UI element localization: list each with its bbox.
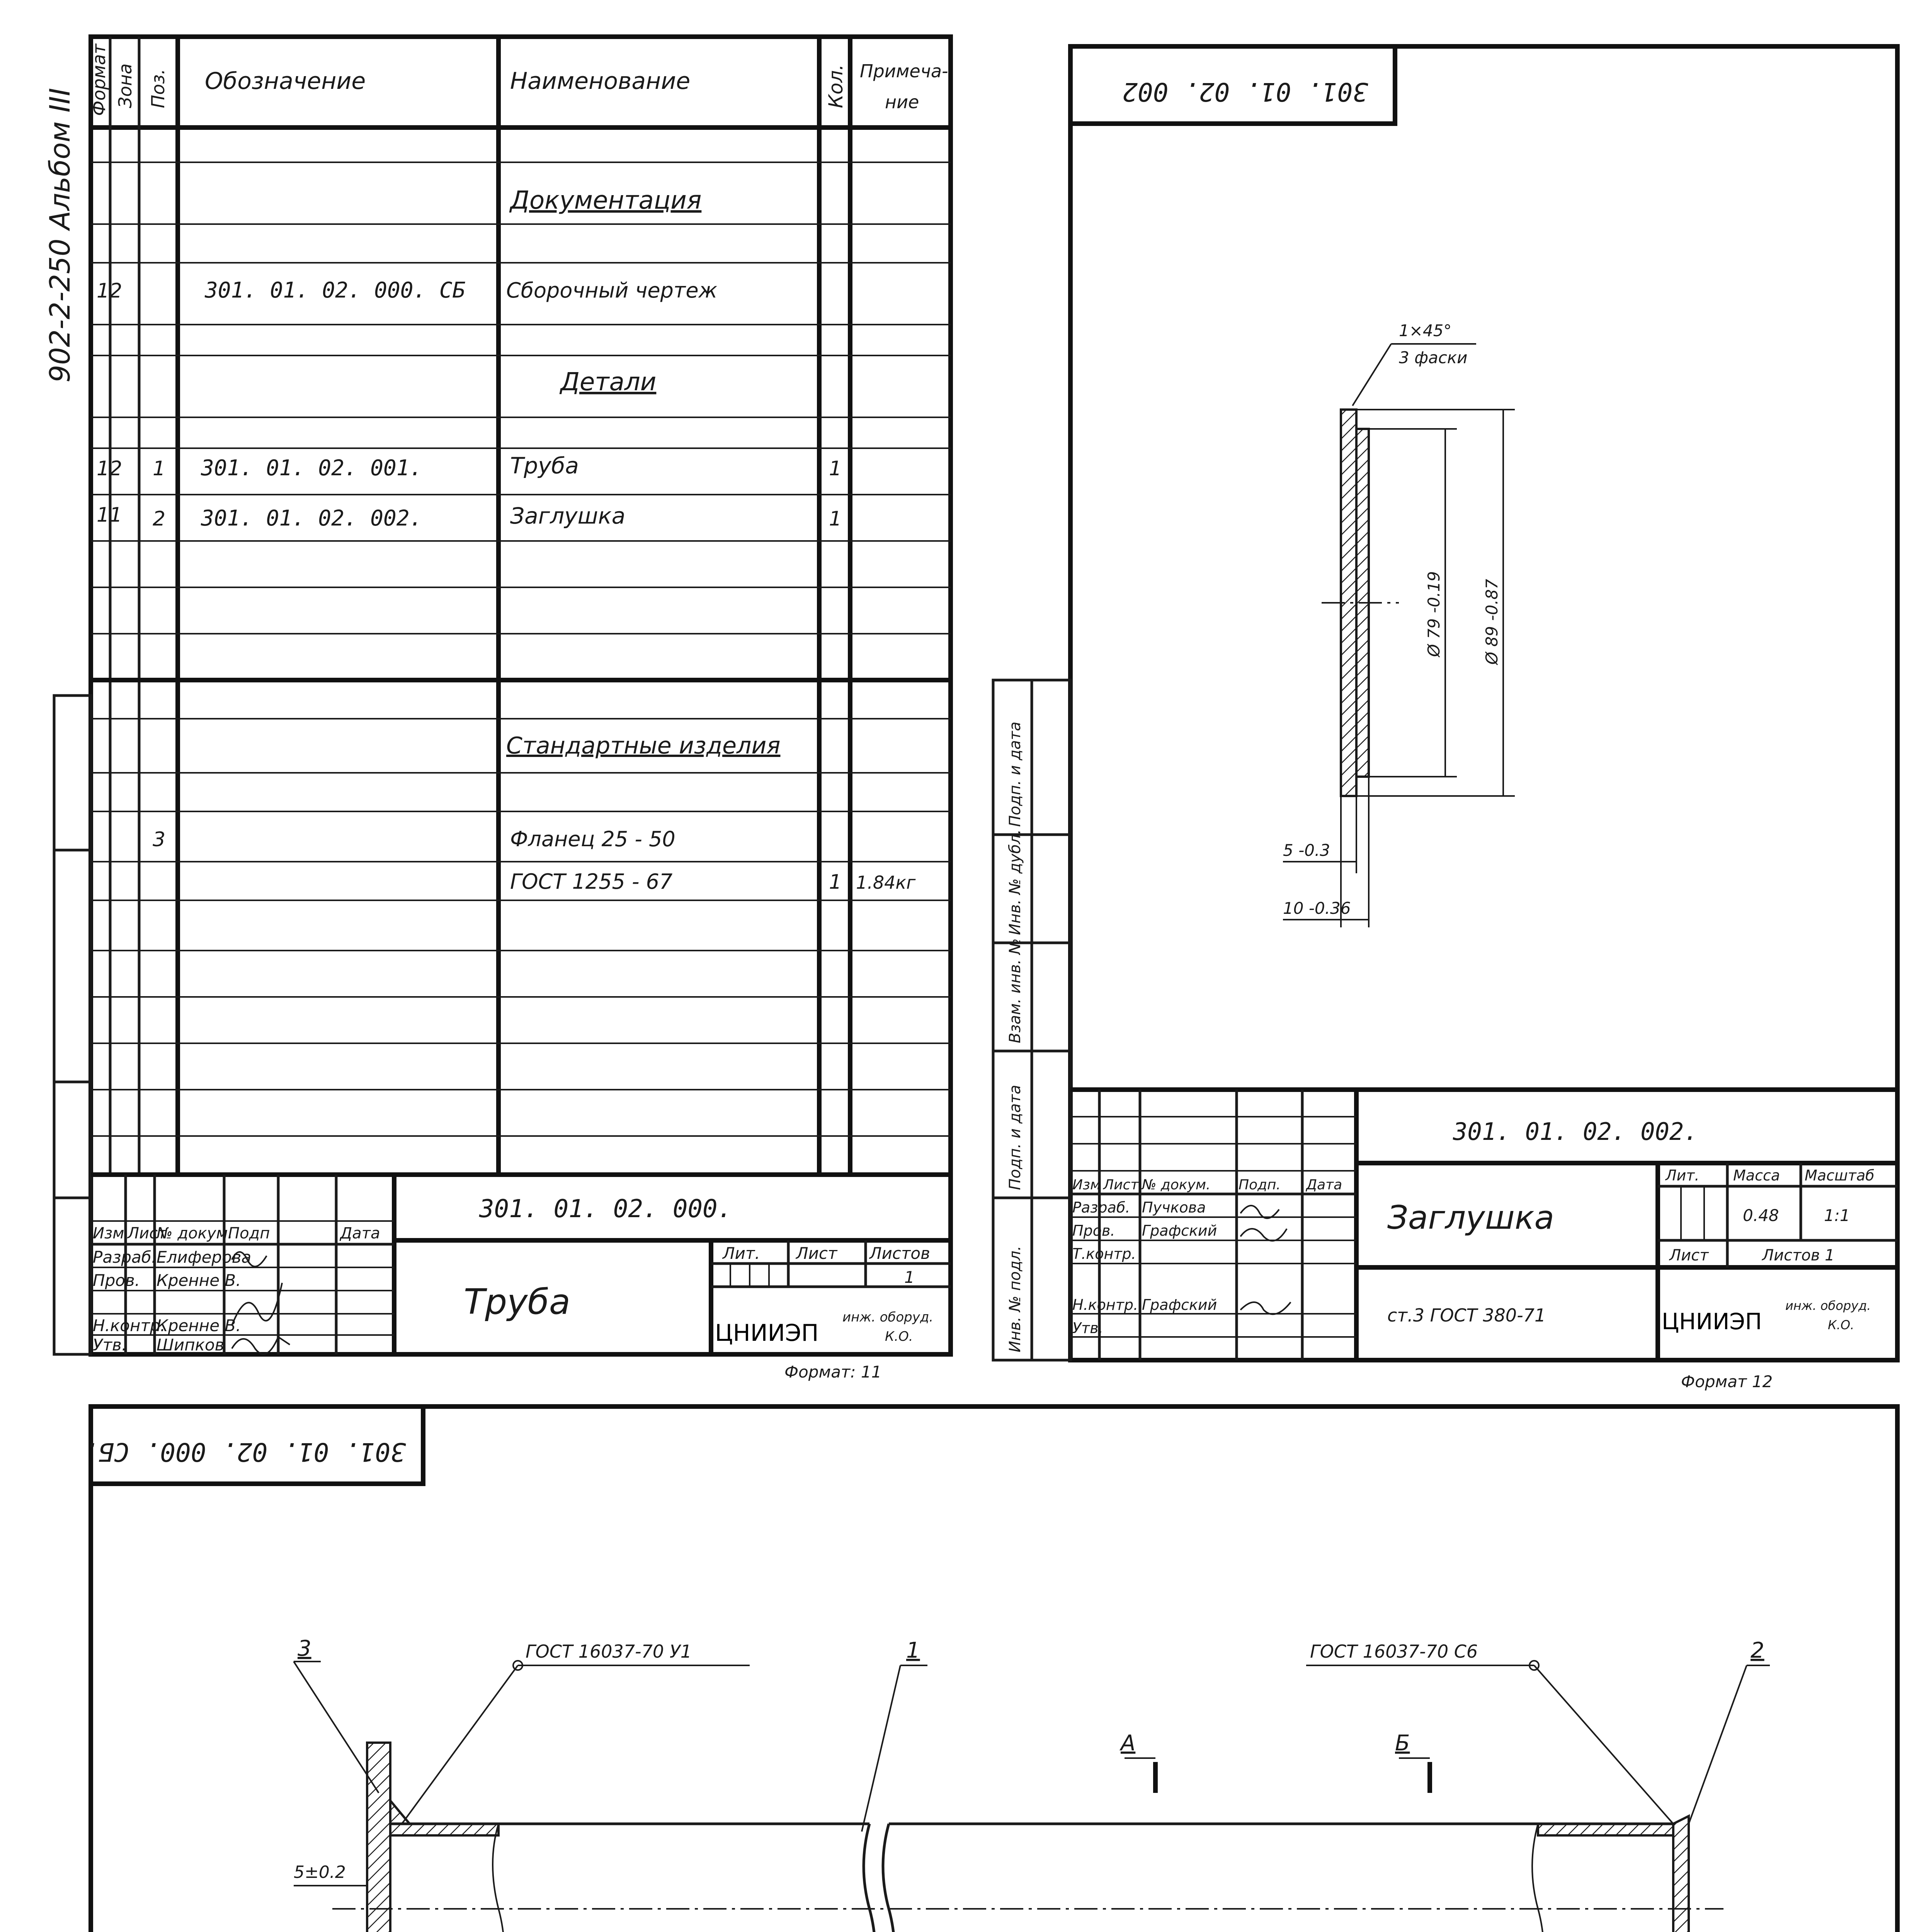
plug-tb-hdr-izm: Изм xyxy=(1072,1177,1101,1193)
spec-row1-designation: 301. 01. 02. 000. СБ xyxy=(205,278,466,303)
spec-tb-hdr-list: Лист xyxy=(128,1225,167,1242)
plug-tb-list: Лист xyxy=(1669,1247,1709,1264)
spec-row4-format: 11 xyxy=(97,503,122,527)
plug-tb-mass-label: Масса xyxy=(1733,1167,1780,1184)
spec-tb-hdr-podp: Подп xyxy=(228,1225,270,1242)
plug-tb-utv-label: Утв. xyxy=(1072,1320,1103,1337)
spec-section-docs: Документация xyxy=(510,186,702,215)
plug-tb-org: ЦНИИЭП xyxy=(1662,1308,1762,1335)
plug-tb-hdr-data: Дата xyxy=(1306,1177,1342,1193)
plug-signature xyxy=(1240,1229,1287,1241)
spec-tb-hdr-doc: № докум. xyxy=(157,1225,233,1242)
spec-tb-prov-label: Пров. xyxy=(93,1271,140,1290)
spec-tb-razrab-label: Разраб. xyxy=(93,1248,157,1267)
spec-title-block xyxy=(91,1175,951,1354)
weld-callout-left: ГОСТ 16037-70 У1 xyxy=(526,1641,692,1662)
plug-drawing xyxy=(1283,321,1515,927)
spec-row7-qty: 1 xyxy=(829,871,842,894)
spec-tb-nkontr-name: Кренне В. xyxy=(157,1316,241,1335)
plug-tb-prov-label: Пров. xyxy=(1072,1222,1115,1239)
album-side-label: 902-2-250 Альбом III xyxy=(44,88,76,383)
spec-tb-hdr-izm: Изм xyxy=(93,1225,124,1242)
plug-tb-listov: Листов 1 xyxy=(1762,1247,1835,1264)
section-mark-b-top: Б xyxy=(1395,1731,1410,1756)
spec-hdr-note-2: ние xyxy=(885,92,919,112)
plug-tb-hdr-list: Лист xyxy=(1103,1177,1139,1193)
plug-side-label: Инв. № подл. xyxy=(1006,1246,1024,1352)
plug-tb-nkontr-label: Н.контр. xyxy=(1072,1296,1138,1313)
spec-section-parts: Детали xyxy=(560,368,657,396)
spec-binding-strip xyxy=(54,696,91,1354)
spec-frame xyxy=(91,37,951,1354)
plug-chamfer-2: 3 фаски xyxy=(1399,348,1468,367)
plug-tb-org-sub1: инж. оборуд. xyxy=(1785,1298,1871,1313)
plug-in-assembly xyxy=(1673,1816,1689,1932)
spec-row4-qty: 1 xyxy=(829,507,842,531)
spec-row6-name: Фланец 25 - 50 xyxy=(510,827,675,851)
spec-tb-hdr-data: Дата xyxy=(340,1225,380,1242)
spec-row4-designation: 301. 01. 02. 002. xyxy=(201,506,423,531)
pipe-break-line xyxy=(883,1824,895,1932)
callout-1: 1 xyxy=(906,1638,920,1663)
plug-format-label: Формат 12 xyxy=(1681,1372,1773,1391)
spec-tb-list: Лист xyxy=(796,1244,837,1263)
plug-signature xyxy=(1240,1302,1291,1314)
spec-tb-listov: Листов xyxy=(869,1244,930,1263)
spec-tb-org: ЦНИИЭП xyxy=(715,1320,819,1347)
spec-tb-razrab-name: Елиферова xyxy=(157,1248,252,1267)
assembly-stamp: 301. 01. 02. 000. СБ. xyxy=(83,1437,406,1467)
spec-row7-note: 1.84кг xyxy=(856,872,916,893)
spec-row7-name: ГОСТ 1255 - 67 xyxy=(510,869,673,894)
plug-tb-material: ст.3 ГОСТ 380-71 xyxy=(1387,1305,1546,1326)
spec-tb-lit: Лит. xyxy=(723,1244,760,1263)
spec-tb-nkontr-label: Н.контр. xyxy=(93,1316,165,1335)
plug-side-label: Подп. и дата xyxy=(1006,721,1024,827)
plug-dim-d79: Ø 79 -0.19 xyxy=(1424,571,1443,657)
spec-row3-qty: 1 xyxy=(829,457,842,480)
spec-hdr-qty: Кол. xyxy=(825,64,847,108)
plug-tb-tkontr-label: Т.контр. xyxy=(1072,1245,1136,1262)
pipe-main-view xyxy=(294,1636,1770,1932)
plug-title-block xyxy=(1070,1090,1897,1360)
dim-5: 5±0.2 xyxy=(294,1862,346,1882)
spec-sheet xyxy=(44,37,951,1381)
spec-row3-designation: 301. 01. 02. 001. xyxy=(201,456,423,481)
plug-side-label: Инв. № дубл. xyxy=(1006,829,1024,935)
plug-side-label: Взам. инв. № xyxy=(1006,938,1024,1043)
plug-dim-10: 10 -0.36 xyxy=(1283,899,1351,918)
plug-tb-hdr-doc: № докум. xyxy=(1142,1177,1211,1193)
spec-row3-format: 12 xyxy=(97,457,122,480)
callout-2: 2 xyxy=(1751,1638,1764,1663)
spec-hdr-designation: Обозначение xyxy=(205,68,366,95)
plug-tb-nkontr-name: Графский xyxy=(1142,1296,1217,1313)
plug-tb-razrab-label: Разраб. xyxy=(1072,1199,1130,1216)
plug-tb-hdr-podp: Подп. xyxy=(1239,1177,1281,1193)
plug-dim-d89: Ø 89 -0.87 xyxy=(1482,579,1501,665)
spec-tb-prov-name: Кренне В. xyxy=(157,1271,241,1290)
spec-row4-pos: 2 xyxy=(153,507,166,531)
spec-hdr-note-1: Примеча- xyxy=(860,61,948,82)
plug-tb-prov-name: Графский xyxy=(1142,1222,1217,1239)
spec-hdr-name: Наименование xyxy=(510,68,691,95)
spec-section-standard: Стандартные изделия xyxy=(506,732,781,759)
spec-hdr-format: Формат xyxy=(88,44,109,116)
spec-row3-pos: 1 xyxy=(153,457,166,480)
spec-row4-name: Заглушка xyxy=(510,503,626,529)
spec-row1-format: 12 xyxy=(97,279,122,303)
spec-hdr-pos: Поз. xyxy=(148,69,168,108)
plug-sheet xyxy=(993,46,1897,1391)
plug-tb-code: 301. 01. 02. 002. xyxy=(1453,1117,1698,1146)
plug-tb-lit: Лит. xyxy=(1666,1167,1700,1184)
spec-tb-org-sub1: инж. оборуд. xyxy=(842,1310,934,1325)
plug-tb-scale-value: 1:1 xyxy=(1824,1206,1850,1225)
pipe-break-line xyxy=(864,1824,875,1932)
spec-row1-name: Сборочный чертеж xyxy=(506,278,718,303)
spec-tb-listov-value: 1 xyxy=(904,1268,915,1287)
plug-chamfer-1: 1×45° xyxy=(1399,321,1452,340)
assembly-sheet xyxy=(54,1406,1897,1932)
plug-tb-title: Заглушка xyxy=(1387,1199,1554,1236)
plug-tb-mass-value: 0.48 xyxy=(1743,1206,1779,1225)
plug-stamp: 301. 01. 02. 002 xyxy=(1122,77,1368,107)
callout-3: 3 xyxy=(298,1636,311,1661)
spec-tb-org-sub2: К.О. xyxy=(885,1329,913,1344)
spec-format-label: Формат: 11 xyxy=(784,1362,882,1381)
flange-body xyxy=(367,1743,390,1932)
plug-dim-5: 5 -0.3 xyxy=(1283,841,1330,860)
plug-tb-razrab-name: Пучкова xyxy=(1142,1199,1206,1216)
plug-tb-org-sub2: К.О. xyxy=(1828,1318,1854,1332)
plug-tb-scale-label: Масштаб xyxy=(1805,1167,1875,1184)
spec-tb-title: Труба xyxy=(464,1282,571,1322)
spec-hdr-zone: Зона xyxy=(115,63,136,108)
weld-callout-right: ГОСТ 16037-70 С6 xyxy=(1310,1641,1478,1662)
plug-signature xyxy=(1240,1206,1279,1218)
spec-tb-utv-label: Утв. xyxy=(93,1335,127,1354)
section-mark-a-top: А xyxy=(1121,1731,1136,1756)
spec-row3-name: Труба xyxy=(510,452,579,479)
spec-tb-code: 301. 01. 02. 000. xyxy=(479,1195,733,1223)
spec-row6-pos: 3 xyxy=(153,828,166,851)
spec-signature xyxy=(232,1337,290,1354)
spec-tb-utv-name: Шипков xyxy=(157,1335,225,1354)
plug-side-label: Подп. и дата xyxy=(1006,1085,1024,1190)
